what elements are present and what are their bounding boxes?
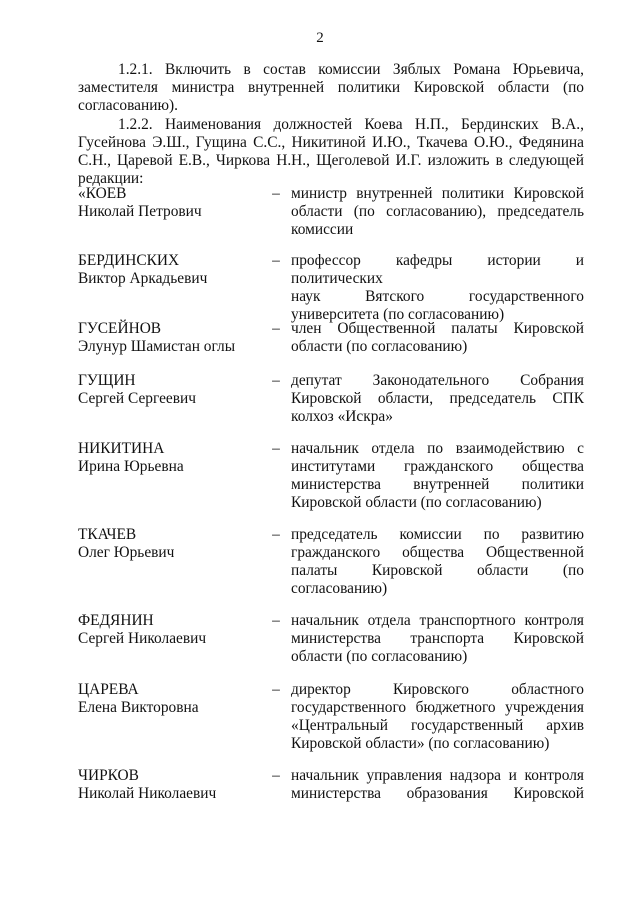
member-name: [78, 185, 268, 221]
member-given-name: Виктор Аркадьевич: [78, 270, 208, 287]
dash-separator: –: [272, 526, 280, 543]
member-given-name: Ирина Юрьевна: [78, 458, 184, 475]
member-position: [291, 320, 584, 356]
position-line: комиссии: [291, 221, 354, 238]
position-line: министерства внутренней политики: [291, 476, 584, 493]
position-line: министерства транспорта Кировской: [291, 630, 584, 647]
page-number: 2: [316, 30, 324, 46]
member-surname: ФЕДЯНИН: [78, 612, 154, 629]
position-line: директор Кировского областного: [291, 681, 584, 698]
position-line: Кировской области» (по согласованию): [291, 735, 550, 752]
member-name: [78, 767, 268, 803]
position-line: области (по согласованию), председатель: [291, 203, 584, 220]
position-line: профессор кафедры истории и политических: [291, 252, 584, 287]
member-name: [78, 526, 268, 562]
position-line: начальник отдела по взаимодействию с: [291, 440, 584, 457]
position-line: член Общественной палаты Кировской: [291, 320, 584, 337]
member-position: [291, 612, 584, 666]
member-position: [291, 767, 584, 803]
member-name: [78, 612, 268, 648]
member-surname: ЧИРКОВ: [78, 767, 139, 784]
member-given-name: Элунур Шамистан оглы: [78, 338, 236, 355]
position-line: палаты Кировской области (по: [291, 562, 584, 579]
position-line: колхоз «Искра»: [291, 408, 393, 425]
position-line: министр внутренней политики Кировской: [291, 185, 584, 202]
member-position: [291, 526, 584, 598]
member-surname: ГУЩИН: [78, 372, 136, 389]
member-given-name: Елена Викторовна: [78, 699, 199, 716]
paragraph-1-2-1: 1.2.1. Включить в состав комиссии Зяблых Романа Юрьевича, заместителя министра внутренней политики Кировской области (по согласованию).: [78, 61, 584, 114]
position-line: наук Вятского государственного: [291, 288, 584, 305]
position-line: Кировской области, председатель СПК: [291, 390, 584, 407]
member-surname: ГУСЕЙНОВ: [78, 320, 162, 337]
position-line: области (по согласованию): [291, 648, 468, 665]
position-line: государственного бюджетного учреждения: [291, 699, 584, 716]
member-name: [78, 252, 268, 288]
position-line: гражданского общества Общественной: [291, 544, 584, 561]
position-line: «Центральный государственный архив: [291, 717, 584, 734]
position-line: области (по согласованию): [291, 338, 468, 355]
position-line: председатель комиссии по развитию: [291, 526, 584, 543]
member-given-name: Сергей Сергеевич: [78, 390, 196, 407]
position-line: министерства образования Кировской: [291, 785, 584, 802]
dash-separator: –: [272, 372, 280, 389]
position-line: депутат Законодательного Собрания: [291, 372, 584, 389]
member-surname: НИКИТИНА: [78, 440, 165, 457]
position-line: согласованию): [291, 580, 388, 597]
paragraph-1-2-2: 1.2.2. Наименования должностей Коева Н.П., Бердинских В.А., Гусейнова Э.Ш., Гущина С.С., Никитиной И.Ю., Ткачева О.Ю., Федянина С.Н., Царевой Е.В., Чиркова Н.Н., Щеголевой И.Г. изложить в следующей редакции:: [78, 116, 584, 187]
dash-separator: –: [272, 440, 280, 457]
dash-separator: –: [272, 681, 280, 698]
dash-separator: –: [272, 252, 280, 269]
member-given-name: Олег Юрьевич: [78, 544, 175, 561]
member-surname: ТКАЧЕВ: [78, 526, 137, 543]
member-surname: ЦАРЕВА: [78, 681, 139, 698]
member-name: [78, 320, 268, 356]
dash-separator: –: [272, 185, 280, 202]
member-name: [78, 440, 268, 476]
member-position: [291, 372, 584, 426]
dash-separator: –: [272, 320, 280, 337]
position-line: университета (по согласованию): [291, 306, 505, 323]
position-line: начальник отдела транспортного контроля: [291, 612, 584, 629]
member-surname: «КОЕВ: [78, 185, 127, 202]
member-given-name: Николай Петрович: [78, 203, 202, 220]
member-given-name: Сергей Николаевич: [78, 630, 207, 647]
member-position: [291, 252, 584, 324]
member-surname: БЕРДИНСКИХ: [78, 252, 180, 269]
position-line: Кировской области (по согласованию): [291, 494, 542, 511]
dash-separator: –: [272, 612, 280, 629]
dash-separator: –: [272, 767, 280, 784]
member-position: [291, 681, 584, 753]
member-position: [291, 440, 584, 512]
member-name: [78, 681, 268, 717]
member-position: [291, 185, 584, 239]
member-name: [78, 372, 268, 408]
position-line: начальник управления надзора и контроля: [291, 767, 584, 784]
position-line: институтами гражданского общества: [291, 458, 584, 475]
member-given-name: Николай Николаевич: [78, 785, 217, 802]
